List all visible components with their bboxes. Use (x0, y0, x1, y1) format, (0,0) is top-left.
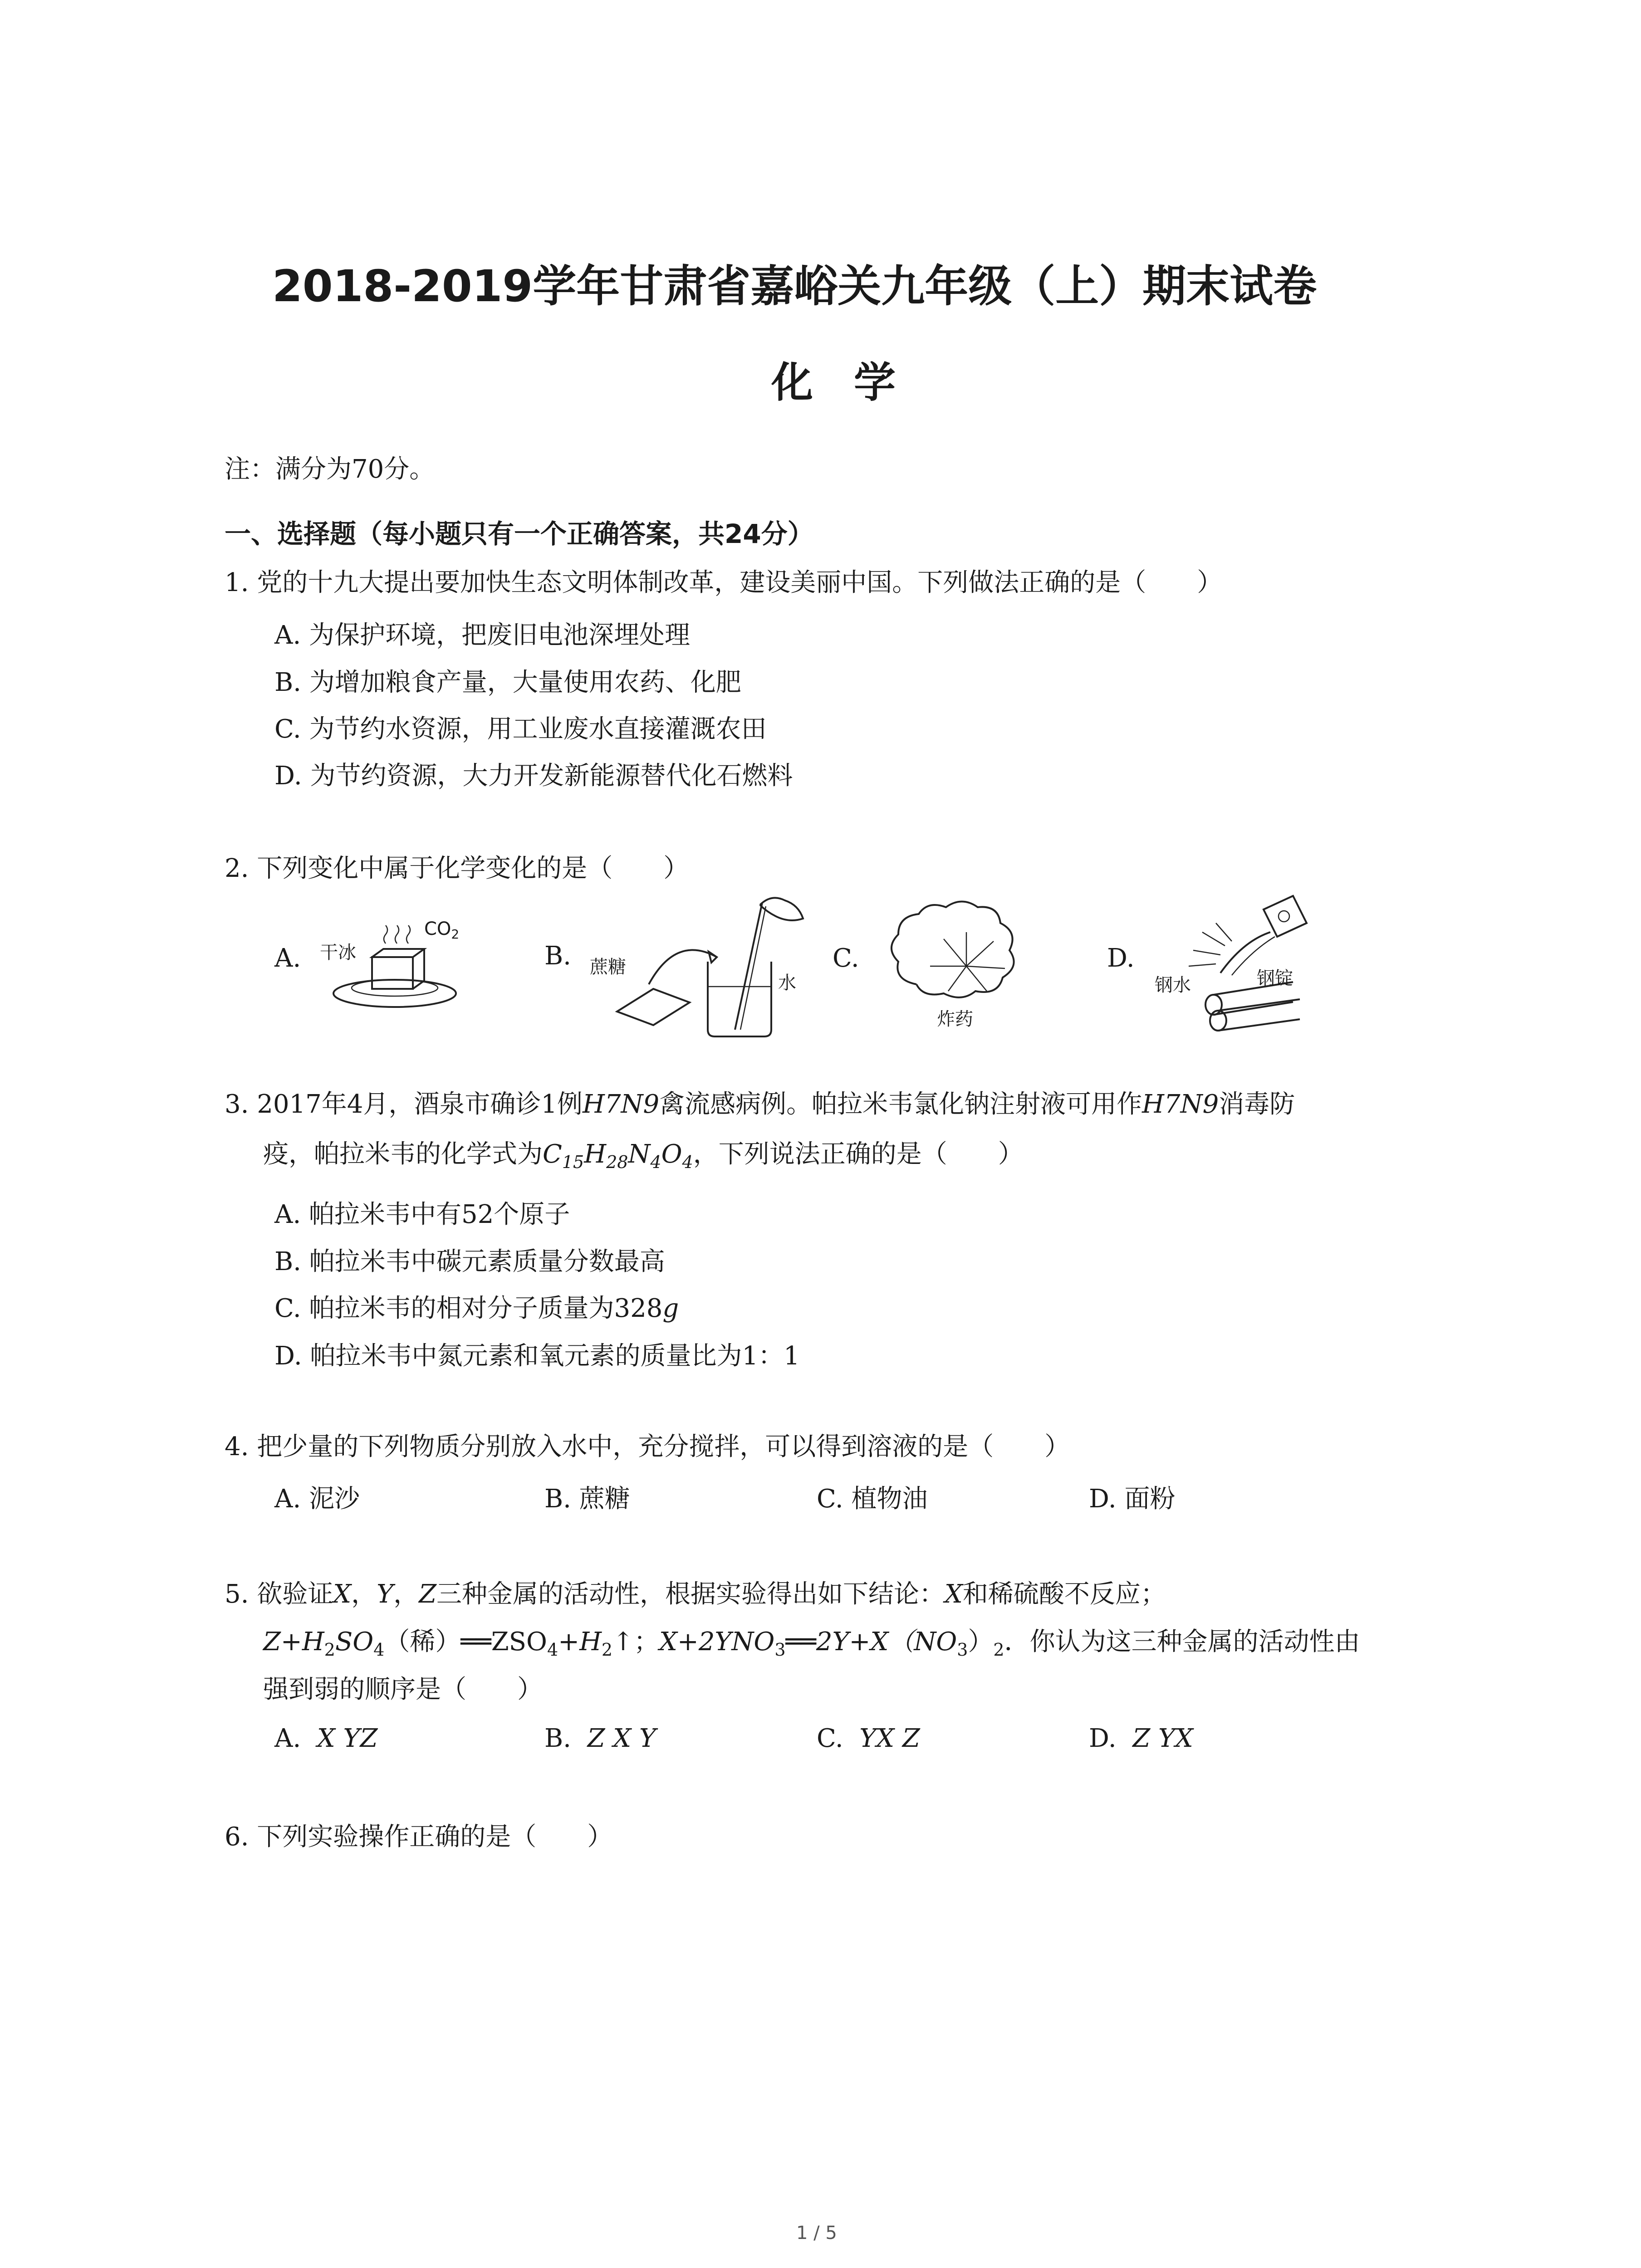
q2-stem: 2. 下列变化中属于化学变化的是（ ） (225, 854, 689, 883)
label-water: 水 (778, 973, 796, 993)
subject-title: 化学 (771, 358, 937, 407)
q4-option-a: A. 泥沙 (274, 1484, 360, 1514)
q1-option-b: B. 为增加粮食产量，大量使用农药、化肥 (274, 668, 741, 697)
q1-stem: 1. 党的十九大提出要加快生态文明体制改革，建设美丽中国。下列做法正确的是（ ） (225, 568, 1223, 597)
label-molten-steel: 钢水 (1155, 975, 1191, 996)
label-explosive: 炸药 (937, 1009, 973, 1030)
steel-casting-illustration (1148, 891, 1338, 1036)
q3-option-a: A. 帕拉米韦中有52个原子 (274, 1200, 570, 1229)
q2-letter-d: D. (1107, 943, 1135, 973)
q4-stem: 4. 把少量的下列物质分别放入水中，充分搅拌，可以得到溶液的是（ ） (225, 1432, 1070, 1461)
q2-letter-a: A. (274, 943, 301, 973)
q3-stem-line2: 疫，帕拉米韦的化学式为$C_{15}H_{28}N_4O_4$，下列说法正确的是（ ） (263, 1139, 1024, 1172)
label-sugar: 蔗糖 (590, 957, 626, 978)
q4-option-d: D. 面粉 (1089, 1484, 1176, 1514)
q3-option-b: B. 帕拉米韦中碳元素质量分数最高 (274, 1247, 665, 1276)
q5-equations: $Z+H_2SO_4$（稀）$══ZSO_4+H_2↑$；$X+2YNO_3══2Y+X(NO_3)_2$．你认为这三种金属的活动性由 (263, 1627, 1360, 1660)
q5-stem-line3: 强到弱的顺序是（ ） (263, 1675, 543, 1704)
exam-title: 2018-2019学年甘肃省嘉峪关九年级（上）期末试卷 (272, 261, 1317, 312)
q3-stem-line1: 3. 2017年4月，酒泉市确诊1例H7N9禽流感病例。帕拉米韦氯化钠注射液可用作H7N9消毒防 (225, 1090, 1295, 1119)
q1-option-a: A. 为保护环境，把废旧电池深埋处理 (274, 621, 691, 650)
page-number: 1 / 5 (796, 2223, 837, 2244)
q1-option-c: C. 为节约水资源，用工业废水直接灌溉农田 (274, 714, 767, 744)
q3-option-d: D. 帕拉米韦中氮元素和氧元素的质量比为1：1 (274, 1341, 800, 1371)
q3-option-c: C. 帕拉米韦的相对分子质量为328g (274, 1294, 679, 1323)
q5-option-d: D. Z YX (1089, 1724, 1193, 1753)
q4-option-b: B. 蔗糖 (544, 1484, 630, 1514)
q5-option-b: B. Z X Y (544, 1724, 656, 1753)
q5-stem-line1: 5. 欲验证X，Y，Z三种金属的活动性，根据实验得出如下结论：X和稀硫酸不反应； (225, 1579, 1166, 1609)
label-co2: $CO_2$ (424, 919, 460, 942)
q2-letter-c: C. (833, 943, 859, 973)
q6-stem: 6. 下列实验操作正确的是（ ） (225, 1822, 613, 1852)
dry-ice-illustration (318, 907, 499, 1021)
q4-option-c: C. 植物油 (817, 1484, 928, 1514)
q2-letter-b: B. (544, 941, 571, 971)
score-note: 注：满分为70分。 (225, 455, 435, 484)
section-heading: 一、选择题（每小题只有一个正确答案，共24分） (225, 518, 814, 549)
q5-option-a: A. X YZ (274, 1724, 378, 1753)
peramivir-formula: $C_{15}H_{28}N_4O_4$ (543, 1139, 693, 1172)
q5-option-c: C. YX Z (817, 1724, 920, 1753)
q1-option-d: D. 为节约资源，大力开发新能源替代化石燃料 (274, 761, 793, 791)
label-steel-ingot: 钢锭 (1257, 968, 1293, 989)
label-dry-ice: 干冰 (320, 942, 356, 963)
